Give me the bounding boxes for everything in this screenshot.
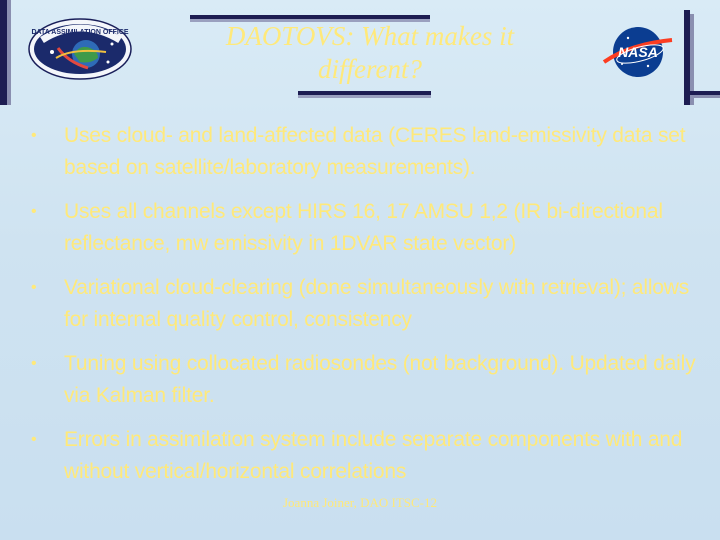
bullet-marker: •: [31, 431, 37, 448]
list-item: [28, 120, 698, 184]
bullet-text: Errors in assimilation system include separate components with and without vertical/horizontal correlations: [64, 428, 683, 483]
bullet-text: Uses cloud- and land-affected data (CERES land-emissivity data set based on satellite/laboratory measurements).: [64, 124, 686, 179]
bullet-text: Tuning using collocated radiosondes (not background). Updated daily via Kalman filter.: [64, 352, 696, 407]
frame-bar: [0, 0, 7, 105]
bullet-marker: •: [31, 279, 37, 296]
title-line-1: DAOTOVS: What makes it: [225, 21, 515, 51]
frame-bar: [298, 95, 431, 98]
dao-logo-icon: [28, 18, 133, 80]
list-item: [28, 196, 698, 260]
bullet-list: [28, 120, 698, 500]
bullet-marker: •: [31, 355, 37, 372]
list-item: [28, 424, 698, 488]
bullet-marker: •: [31, 203, 37, 220]
bullet-text: Variational cloud-clearing (done simultaneously with retrieval); allows for internal quality control, consistency: [64, 276, 690, 331]
list-item: [28, 348, 698, 412]
nasa-logo-text: NASA: [618, 44, 658, 60]
list-item: [28, 272, 698, 336]
frame-bar: [7, 0, 11, 105]
frame-bar: [690, 95, 720, 98]
bullet-marker: •: [31, 127, 37, 144]
nasa-logo-icon: [600, 22, 675, 82]
svg-text:DATA ASSIMILATION OFFICE: DATA ASSIMILATION OFFICE: [31, 29, 129, 36]
footer-credit: Joanna Joiner, DAO ITSC-12: [282, 495, 437, 510]
slide-title: [175, 20, 565, 90]
bullet-text: Uses all channels except HIRS 16, 17 AMSU 1,2 (IR bi-directional reflectance, mw emissivity in 1DVAR state vector): [64, 200, 663, 255]
title-line-2: different?: [318, 54, 422, 84]
